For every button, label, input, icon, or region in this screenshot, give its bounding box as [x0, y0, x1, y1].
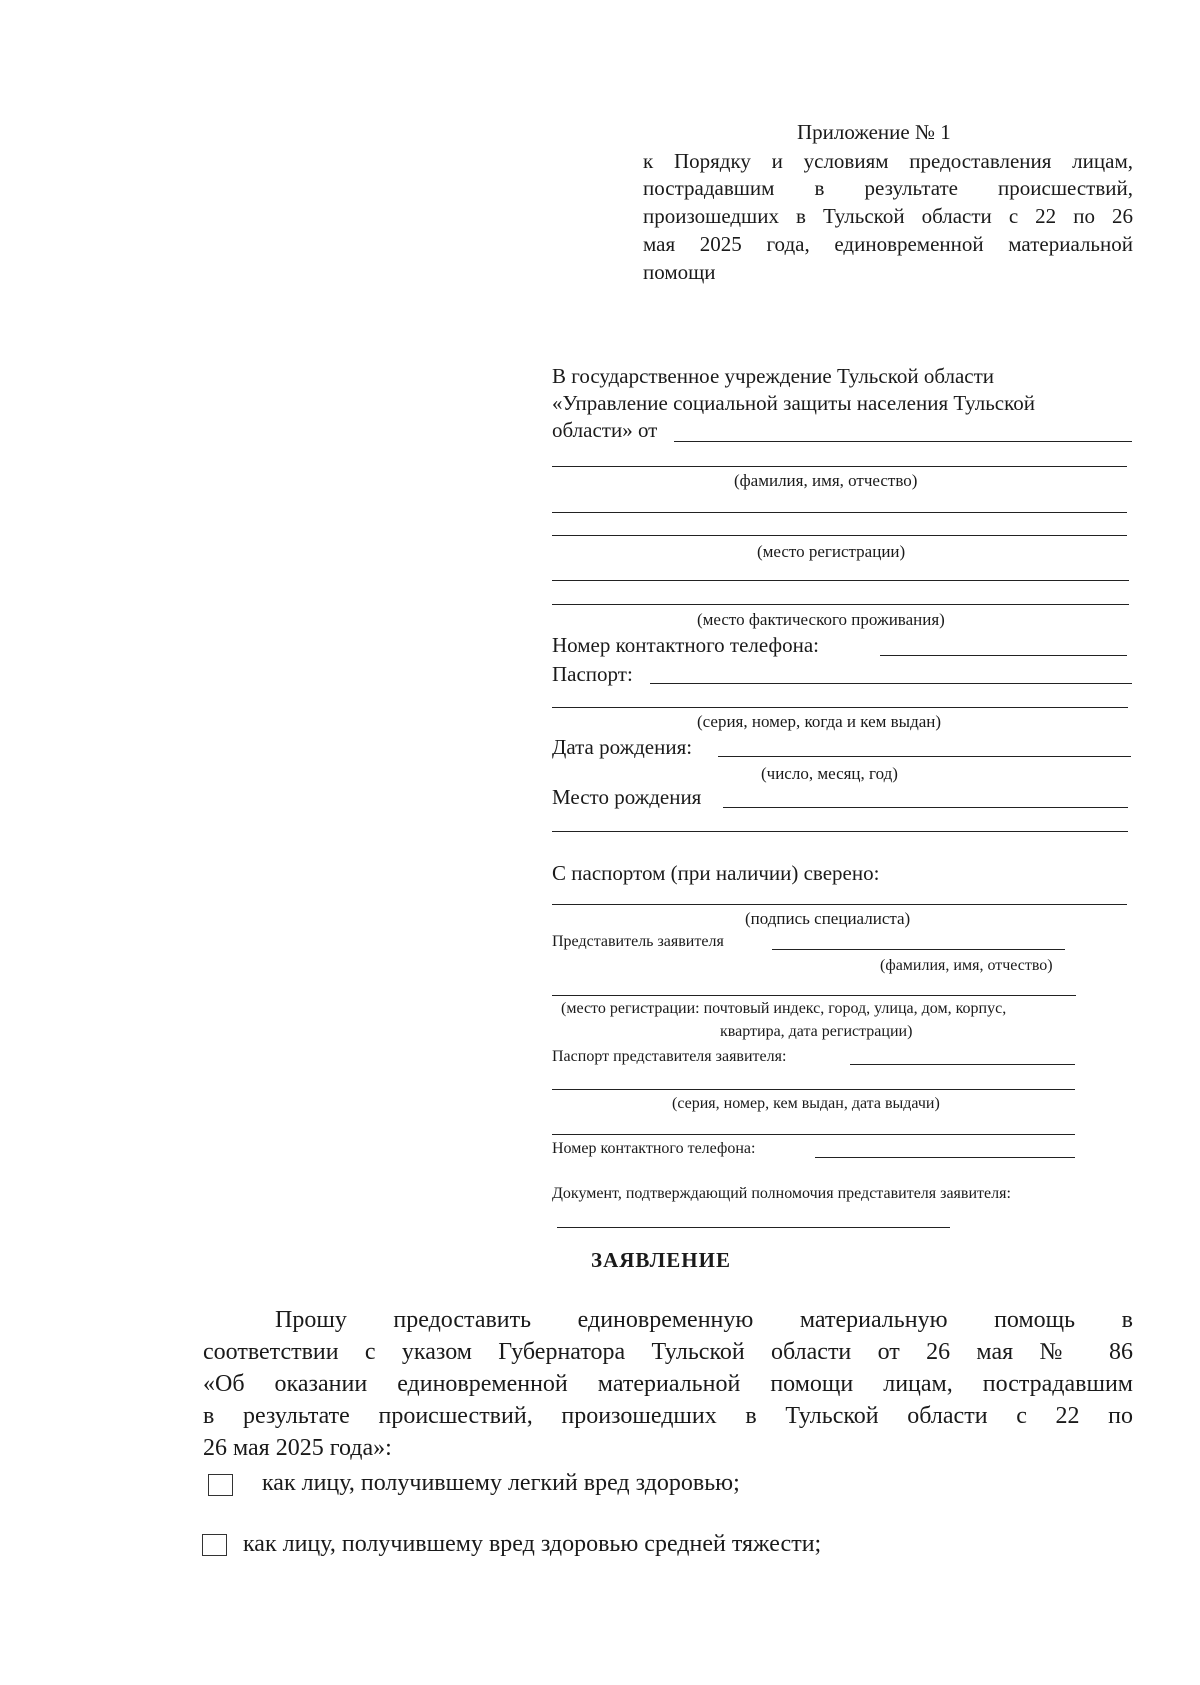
rep-passport-caption: (серия, номер, кем выдан, дата выдачи) — [672, 1095, 940, 1112]
residence-blank-line[interactable] — [552, 604, 1129, 605]
appendix-title: Приложение № 1 — [797, 120, 951, 144]
registration-blank-line[interactable] — [552, 512, 1127, 513]
rep-registration-caption: (место регистрации: почтовый индекс, город, улица, дом, корпус, — [561, 1000, 1007, 1017]
fio-caption: (фамилия, имя, отчество) — [734, 471, 918, 490]
statement-title: ЗАЯВЛЕНИЕ — [591, 1248, 731, 1272]
addressee-line: В государственное учреждение Тульской области — [552, 364, 995, 388]
rep-fio-caption: (фамилия, имя, отчество) — [880, 957, 1053, 974]
statement-line: соответствии с указом Губернатора Тульской области от 26 мая № 86 — [203, 1339, 1133, 1365]
rep-document-blank-line[interactable] — [557, 1227, 950, 1228]
addressee-line: «Управление социальной защиты населения Тульской — [552, 391, 1035, 415]
from-blank-line[interactable] — [674, 441, 1132, 442]
rep-phone-label: Номер контактного телефона: — [552, 1140, 756, 1157]
statement-line: 26 мая 2025 года»: — [203, 1435, 392, 1461]
fio-blank-line[interactable] — [552, 466, 1127, 467]
residence-caption: (место фактического проживания) — [697, 610, 945, 629]
moderate-harm-checkbox[interactable] — [202, 1534, 227, 1556]
birth-date-label: Дата рождения: — [552, 735, 693, 759]
appendix-line: произошедших в Тульской области с 22 по 26 — [643, 204, 1133, 228]
birth-place-blank-line[interactable] — [552, 831, 1128, 832]
specialist-signature-caption: (подпись специалиста) — [745, 909, 911, 928]
passport-blank-line[interactable] — [552, 707, 1128, 708]
appendix-line: к Порядку и условиям предоставления лицам, — [643, 149, 1133, 173]
residence-blank-line[interactable] — [552, 580, 1129, 581]
rep-passport-blank-line[interactable] — [850, 1064, 1075, 1065]
addressee-line: области» от — [552, 418, 658, 442]
statement-line: в результате происшествий, произошедших в Тульской области с 22 по — [203, 1403, 1133, 1429]
phone-blank-line[interactable] — [880, 655, 1127, 656]
rep-registration-caption: квартира, дата регистрации) — [720, 1023, 913, 1040]
light-harm-checkbox[interactable] — [208, 1474, 233, 1496]
appendix-line: мая 2025 года, единовременной материальной — [643, 232, 1133, 256]
registration-blank-line[interactable] — [552, 535, 1127, 536]
appendix-line: помощи — [643, 260, 716, 284]
birth-date-blank-line[interactable] — [718, 756, 1131, 757]
passport-blank-line[interactable] — [650, 683, 1132, 684]
statement-line: Прошу предоставить единовременную материальную помощь в — [275, 1307, 1133, 1333]
rep-document-label: Документ, подтверждающий полномочия представителя заявителя: — [552, 1185, 1011, 1202]
light-harm-option-label: как лицу, получившему легкий вред здоровью; — [262, 1470, 740, 1496]
moderate-harm-option-label: как лицу, получившему вред здоровью средней тяжести; — [243, 1531, 822, 1557]
birth-date-caption: (число, месяц, год) — [761, 764, 898, 783]
birth-place-label: Место рождения — [552, 785, 702, 809]
appendix-line: пострадавшим в результате происшествий, — [643, 176, 1133, 200]
rep-passport-blank-line[interactable] — [552, 1134, 1075, 1135]
rep-registration-blank-line[interactable] — [552, 995, 1076, 996]
passport-caption: (серия, номер, когда и кем выдан) — [697, 712, 942, 731]
rep-phone-blank-line[interactable] — [815, 1157, 1075, 1158]
statement-line: «Об оказании единовременной материальной помощи лицам, пострадавшим — [203, 1371, 1133, 1397]
registration-caption: (место регистрации) — [757, 542, 906, 561]
rep-passport-label: Паспорт представителя заявителя: — [552, 1048, 787, 1065]
passport-checked-label: С паспортом (при наличии) сверено: — [552, 861, 880, 885]
representative-blank-line[interactable] — [772, 949, 1065, 950]
phone-label: Номер контактного телефона: — [552, 633, 819, 657]
passport-label: Паспорт: — [552, 662, 633, 686]
birth-place-blank-line[interactable] — [723, 807, 1128, 808]
specialist-signature-line[interactable] — [552, 904, 1127, 905]
representative-label: Представитель заявителя — [552, 933, 724, 950]
rep-passport-blank-line[interactable] — [552, 1089, 1075, 1090]
